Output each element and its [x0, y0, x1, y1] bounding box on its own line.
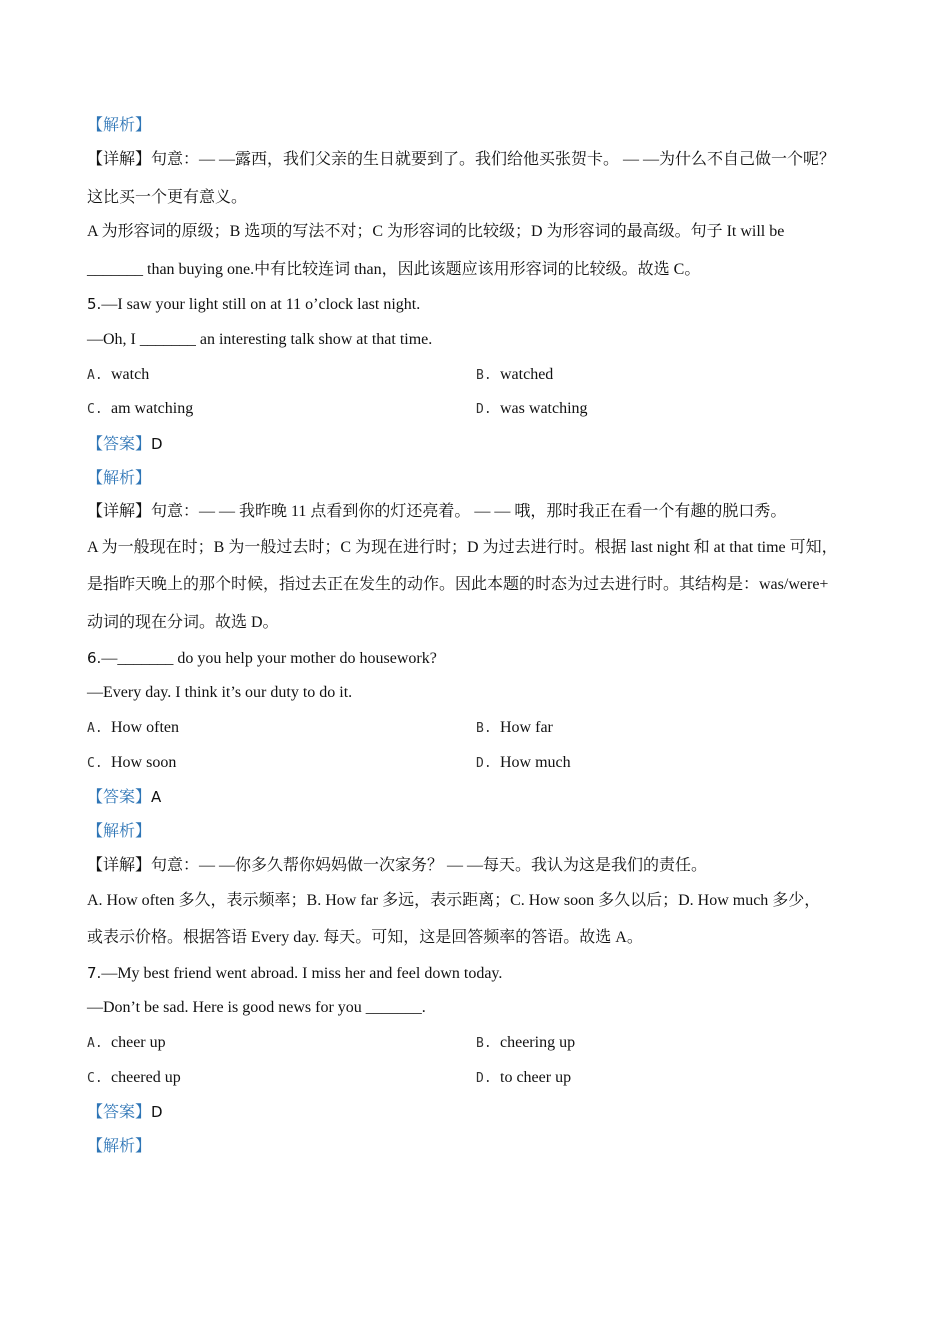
detail-line: 或表示价格。根据答语 Every day. 每天。可知，这是回答频率的答语。故选 A。 [87, 929, 643, 946]
detail-line: A 为形容词的原级；B 选项的写法不对；C 为形容词的比较级；D 为形容词的最高级。句子 It will be [87, 223, 785, 240]
option-text: to cheer up [500, 1069, 572, 1086]
option-letter: C. [87, 756, 103, 771]
detail-line: _______ than buying one.中有比较连词 than，因此该题应该用形容词的比较级。故选 C。 [87, 261, 701, 278]
option-letter: D. [476, 402, 492, 417]
option-text: How soon [111, 754, 177, 771]
option-d[interactable] [476, 399, 588, 420]
option-letter: A. [87, 1036, 103, 1051]
answer-tag: 【答案】 [87, 1104, 152, 1121]
option-d[interactable] [476, 753, 571, 774]
detail-line: A 为一般现在时；B 为一般过去时；C 为现在进行时；D 为过去进行时。根据 last night 和 at that time 可知， [87, 539, 838, 556]
question-7-line2: —Don’t be sad. Here is good news for you _______. [87, 999, 426, 1016]
option-b[interactable] [476, 1033, 575, 1054]
analysis-tag: 【解析】 [87, 1138, 152, 1155]
option-text: How far [500, 719, 553, 736]
question-number: 7. [87, 964, 102, 982]
detail-text: 句意：— —你多久帮你妈妈做一次家务？ — —每天。我认为这是我们的责任。 [151, 857, 708, 874]
detail-line [87, 856, 707, 876]
option-text: How often [111, 719, 179, 736]
detail-line: 动词的现在分词。故选 D。 [87, 614, 279, 631]
question-text: —My best friend went abroad. I miss her and feel down today. [101, 965, 503, 982]
answer-line [87, 787, 161, 808]
option-text: was watching [500, 400, 588, 417]
answer-value: A [151, 788, 162, 806]
question-number: 6. [87, 649, 102, 667]
option-text: watch [111, 366, 150, 383]
question-text: —_______ do you help your mother do housework? [101, 650, 437, 667]
detail-text: 句意：— — 我昨晚 11 点看到你的灯还亮着。 — — 哦，那时我正在看一个有趣的脱口秀。 [151, 503, 787, 520]
answer-value: D [151, 1103, 163, 1121]
option-text: watched [500, 366, 554, 383]
answer-value: D [151, 435, 163, 453]
option-d[interactable] [476, 1068, 571, 1089]
detail-line [87, 150, 835, 170]
option-text: How much [500, 754, 571, 771]
option-a[interactable] [87, 718, 179, 739]
option-letter: A. [87, 368, 103, 383]
detail-line: A. How often 多久，表示频率；B. How far 多远，表示距离；C. How soon 多久以后；D. How much 多少， [87, 892, 821, 909]
answer-line [87, 1102, 163, 1123]
question-6-stem [87, 648, 437, 669]
question-5-stem [87, 294, 420, 315]
option-letter: C. [87, 1071, 103, 1086]
option-letter: B. [476, 721, 492, 736]
analysis-tag: 【解析】 [87, 823, 152, 840]
option-b[interactable] [476, 365, 553, 386]
option-letter: B. [476, 368, 492, 383]
option-letter: D. [476, 1071, 492, 1086]
detail-text: 句意：— —露西，我们父亲的生日就要到了。我们给他买张贺卡。 — —为什么不自己做一个呢？ [151, 151, 836, 168]
question-number: 5. [87, 295, 102, 313]
detail-line: 这比买一个更有意义。 [87, 189, 248, 206]
option-text: am watching [111, 400, 194, 417]
detail-tag: 【详解】 [87, 151, 152, 168]
option-c[interactable] [87, 399, 193, 420]
question-6-line2: —Every day. I think it’s our duty to do it. [87, 684, 353, 701]
option-c[interactable] [87, 1068, 181, 1089]
option-text: cheered up [111, 1069, 181, 1086]
option-text: cheer up [111, 1034, 166, 1051]
question-text: —I saw your light still on at 11 o’clock last night. [101, 296, 421, 313]
answer-tag: 【答案】 [87, 436, 152, 453]
analysis-tag: 【解析】 [87, 470, 152, 487]
option-letter: A. [87, 721, 103, 736]
detail-line: 是指昨天晚上的那个时候，指过去正在发生的动作。因此本题的时态为过去进行时。其结构是：was/were+ [87, 576, 829, 593]
option-text: cheering up [500, 1034, 576, 1051]
option-letter: B. [476, 1036, 492, 1051]
option-letter: C. [87, 402, 103, 417]
analysis-tag: 【解析】 [87, 117, 152, 134]
option-letter: D. [476, 756, 492, 771]
option-a[interactable] [87, 1033, 166, 1054]
answer-tag: 【答案】 [87, 789, 152, 806]
answer-line [87, 434, 163, 455]
detail-tag: 【详解】 [87, 503, 152, 520]
question-5-line2: —Oh, I _______ an interesting talk show at that time. [87, 331, 433, 348]
detail-line [87, 502, 786, 522]
option-c[interactable] [87, 753, 176, 774]
question-7-stem [87, 963, 502, 984]
option-a[interactable] [87, 365, 149, 386]
detail-tag: 【详解】 [87, 857, 152, 874]
option-b[interactable] [476, 718, 553, 739]
